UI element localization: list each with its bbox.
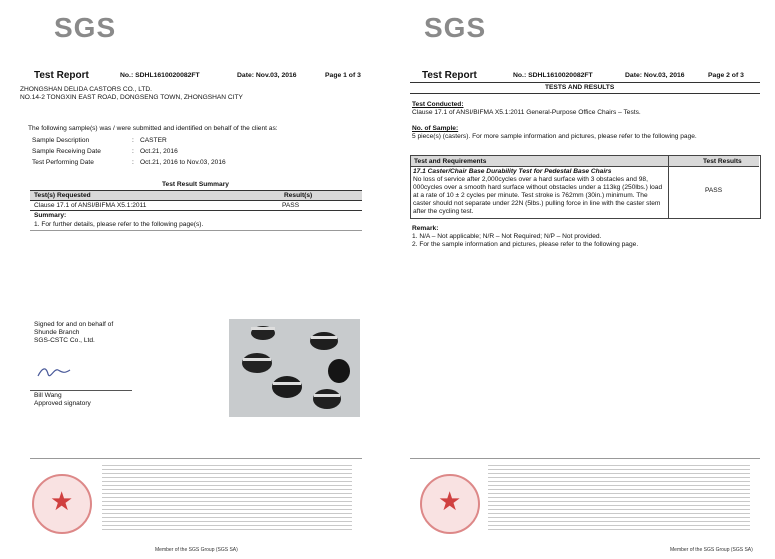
field-value: Oct.21, 2016 to Nov.03, 2016: [140, 159, 226, 166]
signed-line-3: SGS-CSTC Co., Ltd.: [34, 337, 95, 344]
table-row-test: Clause 17.1 of ANSI/BIFMA X5.1:2011: [34, 202, 147, 209]
requirement-line: after the cycling test.: [413, 208, 474, 215]
signatory-name: Bill Wang: [34, 392, 62, 399]
footer-conditions-text: [488, 462, 750, 532]
seal-star-icon: ★: [438, 486, 462, 516]
report-number: No.: SDHL1610020082FT: [120, 72, 200, 79]
requirement-line: No loss of service after 2,000cycles over a hard surface with 3 obstacles and 98,: [413, 176, 648, 183]
caster-sample-photo: [229, 319, 360, 417]
requirement-title: 17.1 Caster/Chair Base Durability Test for Pedestal Base Chairs: [413, 168, 612, 175]
caster-5: [272, 376, 302, 398]
report-number: No.: SDHL1610020082FT: [513, 72, 593, 79]
column-divider: [668, 156, 669, 218]
divider: [30, 230, 362, 231]
summary-title: Test Result Summary: [162, 181, 229, 188]
summary-item: 1. For further details, please refer to the following page(s).: [34, 221, 204, 228]
report-page-2: [400, 0, 770, 559]
field-sep: :: [132, 137, 134, 144]
col-tests-requested: Test(s) Requested: [34, 192, 91, 199]
field-label: Sample Description: [32, 137, 90, 144]
sgs-logo: SGS: [54, 12, 117, 43]
field-label: Test Performing Date: [32, 159, 94, 166]
caster-photo-image: [229, 319, 360, 417]
divider: [410, 82, 760, 83]
sgs-logo: SGS: [424, 12, 487, 43]
field-sep: :: [132, 148, 134, 155]
requirement-line: at a rate of 10 ± 2 cycles per minute. Test stroke is 762mm (30in.) minimum. The: [413, 192, 648, 199]
signature-line: [30, 390, 132, 391]
page-number: Page 2 of 3: [708, 72, 744, 79]
table-row-result: PASS: [282, 202, 300, 209]
caster-4: [328, 359, 350, 383]
signed-line-1: Signed for and on behalf of: [34, 321, 114, 328]
field-sep: :: [132, 159, 134, 166]
col-results: Result(s): [284, 192, 313, 199]
footer-divider: [410, 458, 760, 459]
divider: [30, 200, 362, 201]
remark-item: 2. For the sample information and pictures, please refer to the following page.: [412, 241, 639, 248]
summary-label: Summary:: [34, 212, 67, 219]
divider: [411, 166, 759, 167]
col-test-results: Test Results: [703, 158, 742, 165]
signature-mark: [34, 360, 74, 382]
requirement-line: 000cycles over a smooth hard surface without obstacles under a 113kg (250lbs.) load: [413, 184, 663, 191]
report-page-1: [10, 0, 380, 559]
report-date: Date: Nov.03, 2016: [237, 72, 297, 79]
seal-star-icon: ★: [50, 486, 74, 516]
signatory-title: Approved signatory: [34, 400, 91, 407]
page-number: Page 1 of 3: [325, 72, 361, 79]
footer-divider: [30, 458, 362, 459]
caster-2: [310, 332, 338, 350]
intro-text: The following sample(s) was / were submitted and identified on behalf of the client as:: [28, 125, 278, 132]
report-date: Date: Nov.03, 2016: [625, 72, 685, 79]
client-address: NO.14-2 TONGXIN EAST ROAD, DONGSENG TOWN, ZHONGSHAN CITY: [20, 94, 243, 101]
field-value: Oct.21, 2016: [140, 148, 178, 155]
requirement-result: PASS: [705, 187, 723, 194]
official-seal: [32, 474, 92, 534]
footer-conditions-text: [102, 462, 352, 532]
sample-text: 5 piece(s) (casters). For more sample information and pictures, please refer to the following page.: [412, 133, 697, 140]
section-title: TESTS AND RESULTS: [545, 84, 615, 91]
divider: [410, 93, 760, 94]
requirement-line: caster should not separate under 22N (5lbs.) pulling force in line with the caster stem: [413, 200, 661, 207]
caster-1: [251, 326, 275, 340]
conducted-label: Test Conducted:: [412, 101, 464, 108]
conducted-text: Clause 17.1 of ANSI/BIFMA X5.1:2011 General-Purpose Office Chairs – Tests.: [412, 109, 641, 116]
col-test-requirements: Test and Requirements: [414, 158, 487, 165]
divider: [30, 210, 362, 211]
footer-member: Member of the SGS Group (SGS SA): [670, 547, 753, 553]
remark-label: Remark:: [412, 225, 439, 232]
caster-6: [313, 389, 341, 409]
footer-member: Member of the SGS Group (SGS SA): [155, 547, 238, 553]
field-label: Sample Receiving Date: [32, 148, 101, 155]
client-name: ZHONGSHAN DELIDA CASTORS CO., LTD.: [20, 86, 153, 93]
caster-3: [242, 353, 272, 373]
official-seal: [420, 474, 480, 534]
sample-label: No. of Sample:: [412, 125, 459, 132]
report-title: Test Report: [422, 70, 477, 81]
remark-item: 1. N/A – Not applicable; N/R – Not Required; N/P – Not provided.: [412, 233, 602, 240]
field-value: CASTER: [140, 137, 167, 144]
report-title: Test Report: [34, 70, 89, 81]
signed-line-2: Shunde Branch: [34, 329, 80, 336]
